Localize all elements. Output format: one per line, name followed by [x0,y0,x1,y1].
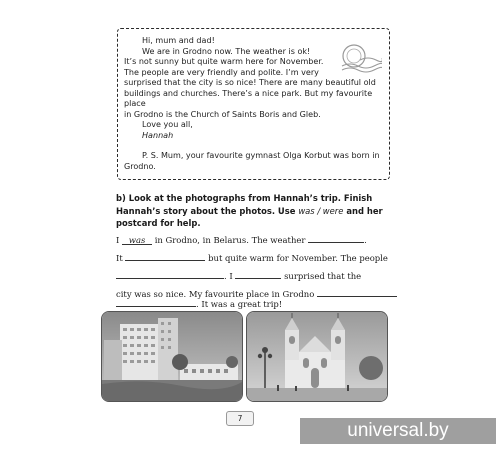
postcard-line: The people are very friendly and polite. I’m very [124,67,319,77]
story-line-1: I was in Grodno, in Belarus. The weather . [116,235,367,245]
answer-blank-filled[interactable]: was [122,235,152,245]
watermark: universal.by [300,418,496,444]
task-instruction: b) Look at the photographs from Hannah’s trip. Finish Hannah’s story about the photos. Use was / were and her postcard for help. [116,193,383,229]
postcard-line: surprised that the city is so nice! There are many beautiful old [124,78,376,88]
postcard-greeting: Hi, mum and dad! [142,36,215,45]
story-line-3: . I surprised that the [116,269,384,281]
answer-blank[interactable] [116,269,224,279]
postcard-line: buildings and churches. There’s a nice park. But my favourite place [124,88,373,109]
answer-blank[interactable] [125,251,205,261]
story-line-5: . It was a great trip! [116,297,384,309]
answer-blank[interactable] [116,297,196,307]
story-line-4: city was so nice. My favourite place in Grodno [116,287,384,299]
postcard-line: It’s not sunny but quite warm here for November. [124,57,324,67]
story-line-2: It but quite warm for November. The people [116,253,388,263]
postcard-text [124,36,382,173]
postcard-line: Grodno. [124,162,156,172]
page-number: 7 [226,411,254,426]
photo-church [246,311,388,402]
answer-blank[interactable] [317,287,397,297]
postcard-signature: Hannah [142,130,174,140]
postcard-closing: Love you all, [142,120,193,130]
postcard-line: We are in Grodno now. The weather is ok! [142,46,311,56]
answer-blank[interactable] [308,233,364,243]
photo-grodno-buildings [101,311,243,402]
answer-blank[interactable] [235,269,281,279]
postcard-ps: P. S. Mum, your favourite gymnast Olga Korbut was born in [142,151,380,161]
postcard-line: in Grodno is the Church of Saints Boris and Gleb. [124,109,321,119]
